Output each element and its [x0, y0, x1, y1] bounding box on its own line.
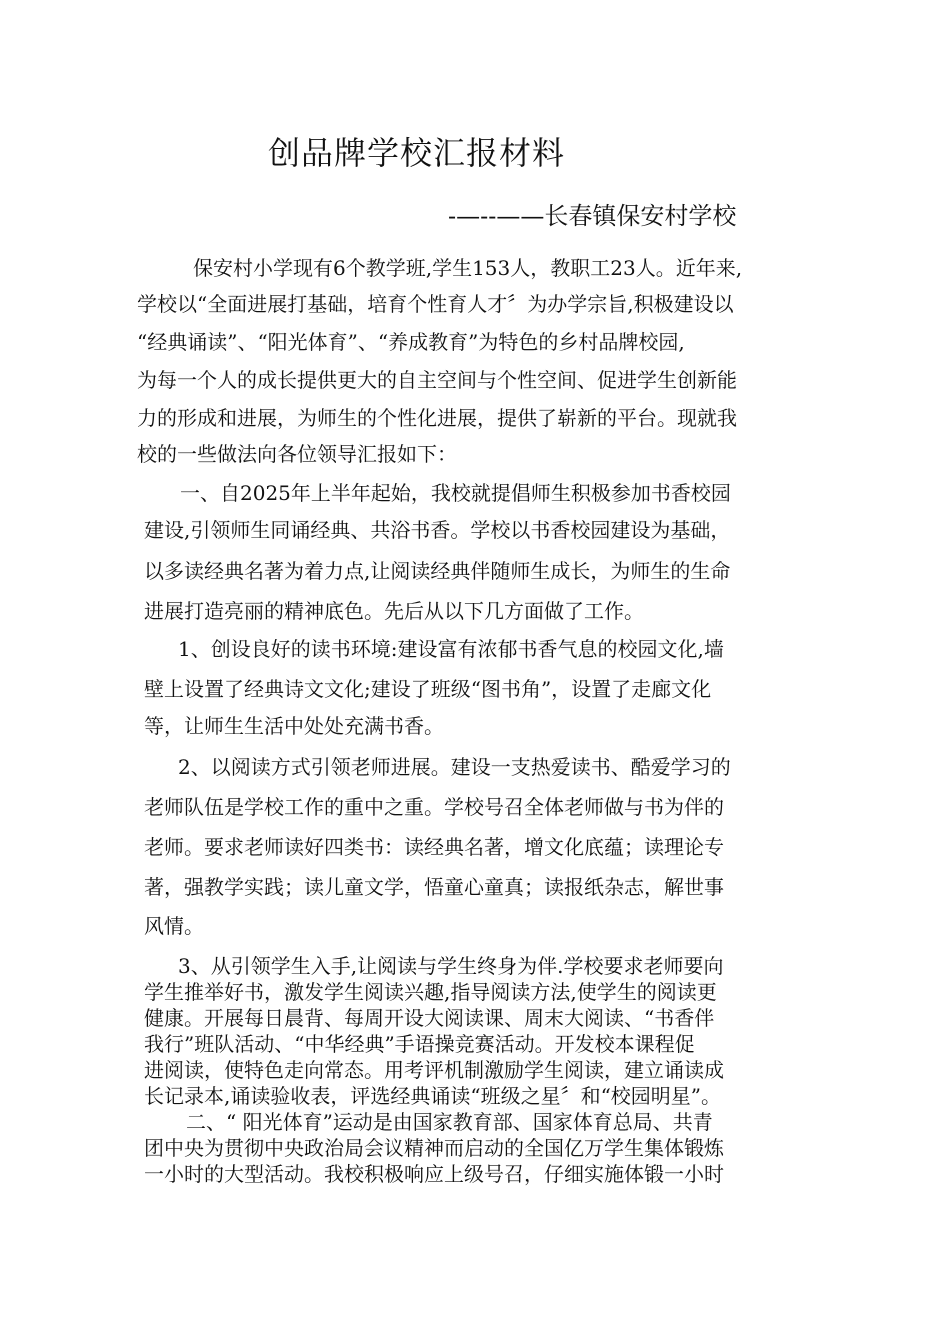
section1-line: 一、自2025年上半年起始，我校就提倡师生积极参加书香校园 [180, 481, 731, 505]
section2-line: 团中央为贯彻中央政治局会议精神而启动的全国亿万学生集体锻炼 [144, 1136, 724, 1160]
item3-line: 长记录本,诵读验收表，评选经典诵读“班级之星〞和“校园明星”。 [144, 1084, 722, 1108]
item1-line: 壁上设置了经典诗文文化;建设了班级“图书角”，设置了走廊文化 [144, 677, 712, 701]
item3-line: 3、从引领学生入手,让阅读与学生终身为伴.学校要求老师要向 [178, 954, 724, 978]
intro-line: 校的一些做法向各位领导汇报如下： [137, 442, 457, 466]
item2-line: 老师。要求老师读好四类书：读经典名著，增文化底蕴；读理论专 [144, 835, 724, 859]
item3-line: 健康。开展每日晨背、每周开设大阅读课、周末大阅读、“书香伴 [144, 1006, 715, 1030]
section2-line: 二、“ 阳光体育”运动是由国家教育部、国家体育总局、共青 [186, 1110, 713, 1134]
document-subtitle: -—--——长春镇保安村学校 [448, 202, 737, 230]
item2-line: 著，强教学实践；读儿童文学，悟童心童真；读报纸杂志，解世事 [144, 875, 724, 899]
intro-line: 保安村小学现有6个教学班,学生153人，教职工23人。近年来, [193, 256, 743, 280]
item2-line: 老师队伍是学校工作的重中之重。学校号召全体老师做与书为伴的 [144, 795, 724, 819]
intro-line: “经典诵读”、“阳光体育”、“养成教育”为特色的乡村品牌校园, [137, 330, 685, 354]
section1-line: 建设,引领师生同诵经典、共浴书香。学校以书香校园建设为基础， [144, 518, 731, 542]
item1-line: 等，让师生生活中处处充满书香。 [144, 714, 444, 738]
item3-line: 进阅读，使特色走向常态。用考评机制激励学生阅读，建立诵读成 [144, 1058, 724, 1082]
intro-line: 为每一个人的成长提供更大的自主空间与个性空间、促进学生创新能 [137, 368, 737, 392]
item2-line: 2、以阅读方式引领老师进展。建设一支热爱读书、酷爱学习的 [178, 755, 731, 779]
item3-line: 学生推举好书，激发学生阅读兴趣,指导阅读方法,使学生的阅读更 [144, 980, 717, 1004]
document-title: 创品牌学校汇报材料 [268, 134, 566, 172]
section1-line: 以多读经典名著为着力点,让阅读经典伴随师生成长，为师生的生命 [144, 559, 731, 583]
intro-line: 力的形成和进展，为师生的个性化进展，提供了崭新的平台。现就我 [137, 406, 737, 430]
section1-line: 进展打造亮丽的精神底色。先后从以下几方面做了工作。 [144, 599, 644, 623]
intro-line: 学校以“全面进展打基础，培育个性育人才〞为办学宗旨,积极建设以 [137, 292, 734, 316]
section2-line: 一小时的大型活动。我校积极响应上级号召，仔细实施体锻一小时 [144, 1162, 724, 1186]
item2-line: 风情。 [144, 914, 204, 938]
item3-line: 我行”班队活动、“中华经典”手语操竞赛活动。开发校本课程促 [144, 1032, 695, 1056]
item1-line: 1、创设良好的读书环境:建设富有浓郁书香气息的校园文化,墙 [178, 637, 724, 661]
